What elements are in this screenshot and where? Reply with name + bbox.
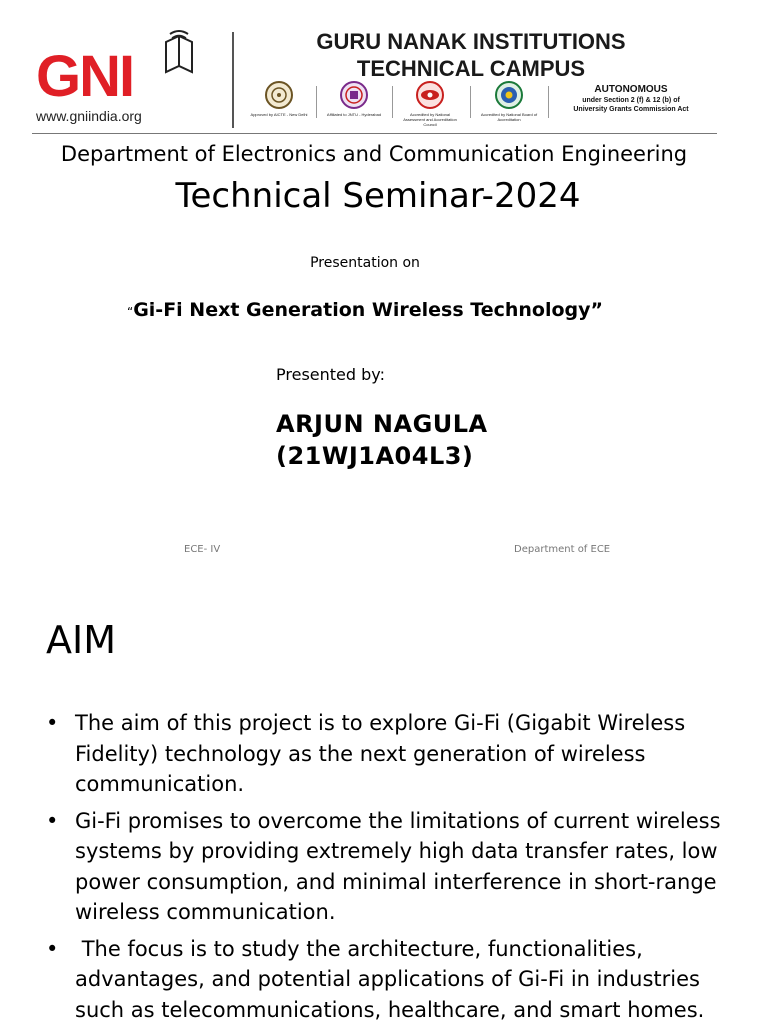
gni-logo-text: GNI <box>36 44 134 109</box>
autonomous-title: AUTONOMOUS <box>594 84 668 95</box>
presenter-name: ARJUN NAGULA <box>276 410 488 438</box>
nba-caption: Accredited by National Board of Accreditation <box>480 112 538 122</box>
presenter <box>276 408 488 472</box>
topic-text: Gi-Fi Next Generation Wireless Technology” <box>133 299 604 321</box>
presenter-id: (21WJ1A04L3) <box>276 442 474 470</box>
aim-slide <box>0 580 768 1024</box>
bullet-text: The aim of this project is to explore Gi-Fi (Gigabit Wireless Fidelity) technology as the next generation of wireless communication. <box>75 711 686 796</box>
header-divider <box>232 32 234 128</box>
topic-open-quote: “ <box>126 305 134 319</box>
jntu-seal-icon <box>337 80 371 110</box>
banner-rule <box>32 133 717 134</box>
seminar-title: Technical Seminar-2024 <box>175 176 581 216</box>
department-name: Department of Electronics and Communication Engineering <box>60 142 688 166</box>
book-icon <box>162 28 196 74</box>
list-item <box>46 708 736 800</box>
website-url: www.gniindia.org <box>36 108 142 124</box>
nba-seal <box>480 80 538 122</box>
list-item <box>46 934 736 1026</box>
autonomous-status <box>556 84 706 114</box>
list-item <box>46 806 736 928</box>
institution-name-line2: TECHNICAL CAMPUS <box>356 56 586 81</box>
autonomous-line1: under Section 2 (f) & 12 (b) of <box>582 97 680 104</box>
seal-separator <box>548 86 549 118</box>
presentation-on-label: Presentation on <box>310 255 420 271</box>
naac-caption: Accredited by National Assessment and Accreditation Council <box>403 112 457 127</box>
aicte-caption: Approved by AICTE - New Delhi <box>250 112 308 117</box>
nba-seal-icon <box>492 80 526 110</box>
autonomous-line2: University Grants Commission Act <box>573 106 689 113</box>
footer-class: ECE- IV <box>184 544 221 555</box>
naac-seal <box>401 80 459 127</box>
bullet-text: The focus is to study the architecture, functionalities, advantages, and potential applications of Gi-Fi in industries such as telecommunications, healthcare, and smart homes. <box>75 936 707 1022</box>
institution-name <box>240 28 702 82</box>
institution-name-line1: GURU NANAK INSTITUTIONS <box>316 29 626 54</box>
seal-separator <box>392 86 393 118</box>
naac-seal-icon <box>413 80 447 110</box>
jntu-caption: Affiliated to JNTU - Hyderabad <box>326 112 382 117</box>
bullet-icon: • <box>46 936 59 961</box>
aicte-seal-icon <box>262 80 296 110</box>
jntu-seal <box>325 80 383 117</box>
presentation-topic <box>0 299 730 321</box>
slide-title: AIM <box>46 618 116 662</box>
gni-logo <box>36 28 196 130</box>
presented-by-label: Presented by: <box>276 365 385 384</box>
footer-department: Department of ECE <box>514 544 611 555</box>
seal-separator <box>470 86 471 118</box>
seal-separator <box>316 86 317 118</box>
aicte-seal <box>250 80 308 117</box>
bullet-icon: • <box>46 711 59 735</box>
bullet-text: Gi-Fi promises to overcome the limitations of current wireless systems by providing extremely high data transfer rates, low power consumption, and minimal interference in short-range wireless communication. <box>75 808 721 924</box>
bullet-icon: • <box>46 808 59 833</box>
aim-bullet-list <box>46 708 736 1031</box>
